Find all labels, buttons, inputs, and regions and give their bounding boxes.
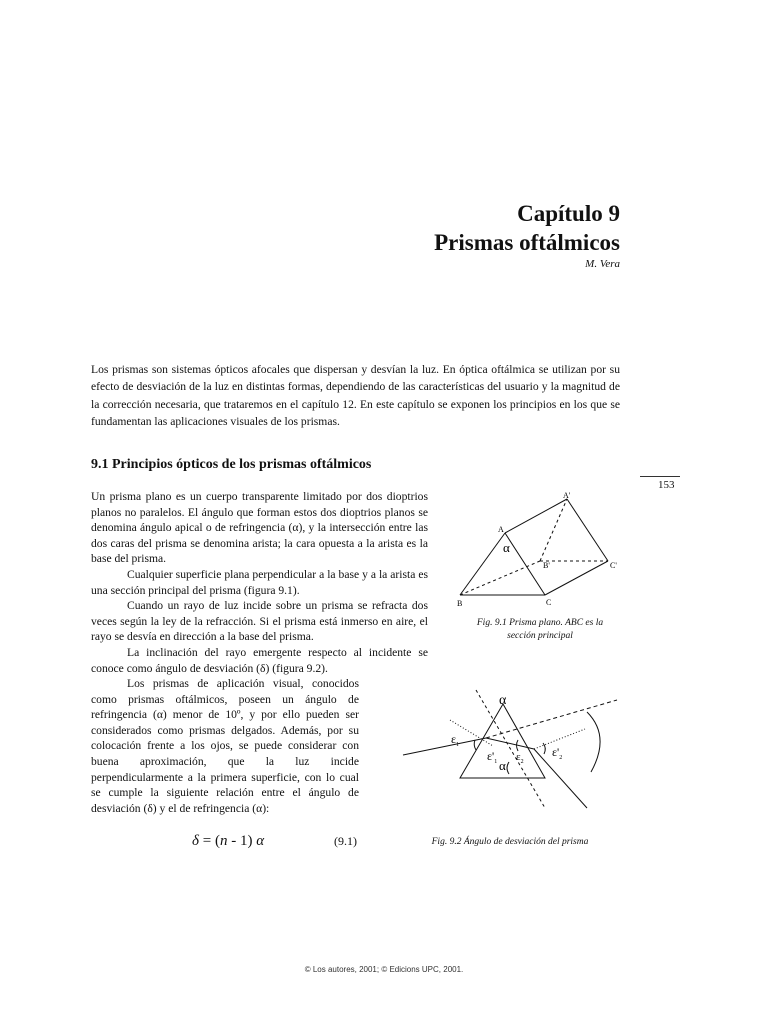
copyright-footer: © Los autores, 2001; © Edicions UPC, 2001. bbox=[304, 965, 464, 974]
deviation-angle-arc bbox=[587, 712, 600, 772]
label-eps2 bbox=[516, 751, 524, 765]
edge-AC bbox=[505, 533, 545, 595]
angle-arc-alpha-inner bbox=[507, 762, 509, 774]
paragraph-prism-definition: Un prisma plano es un cuerpo transparente limitado por dos dioptrios planos no paralelos. El ángulo que forman estos dos dioptrios planos se denomina ángulo apical o de refringencia (α), y la intersección entre las dos caras del prisma se denomina arista; la cara opuesta a la arista es la base del prisma. bbox=[91, 490, 428, 566]
eps2-subscript: 2 bbox=[520, 759, 524, 765]
figure-9-1-caption-line2: sección principal bbox=[507, 631, 573, 641]
formula-9-1 bbox=[192, 833, 264, 850]
section-heading: 9.1 Principios ópticos de los prismas oftálmicos bbox=[91, 457, 372, 472]
edge-A-prime-C-prime bbox=[567, 499, 608, 561]
eps2-prime-subscript: 2 bbox=[559, 755, 563, 761]
eps1-subscript: 1 bbox=[456, 742, 460, 748]
chapter-number: Capítulo 9 bbox=[517, 201, 620, 226]
intro-paragraph: Los prismas son sistemas ópticos afocales que dispersan y desvían la luz. En óptica oftálmica se utilizan por su efecto de desviación de la luz en distintas formas, dependiendo de las características del usuario y la magnitud de la corrección necesaria, que trataremos en el capítulo 12. En este capítulo se exponen los principios en los que se fundamentan las aplicaciones visuales de los prismas. bbox=[91, 363, 620, 429]
edge-CC-prime bbox=[545, 561, 608, 595]
angle-arc-eps1 bbox=[474, 740, 476, 750]
normal-dotted-face2 bbox=[534, 729, 585, 749]
figure-9-1-caption-line1: Fig. 9.1 Prisma plano. ABC es la bbox=[476, 618, 604, 628]
label-C: C bbox=[546, 598, 552, 607]
label-eps1-prime bbox=[487, 749, 497, 765]
formula-lparen: ( bbox=[214, 833, 220, 849]
label-alpha-apex: α bbox=[503, 540, 510, 555]
label-B-prime: B' bbox=[543, 561, 550, 570]
formula-delta: δ bbox=[192, 833, 199, 849]
figure-9-2-caption: Fig. 9.2 Ángulo de desviación del prisma bbox=[431, 837, 589, 847]
paragraph-refraction: Cuando un rayo de luz incide sobre un prisma se refracta dos veces según la ley de la refracción. Si el prisma está inmerso en aire, el rayo se desvía en dirección a la base del prisma. bbox=[91, 599, 428, 644]
page-number-rule bbox=[640, 476, 680, 477]
paragraph-principal-section: Cualquier superficie plana perpendicular a la base y a la arista es una sección principal del prisma (figura 9.1). bbox=[91, 567, 428, 597]
figure-9-2-deviation-diagram bbox=[395, 688, 635, 828]
eps1-prime-subscript: 1 bbox=[494, 759, 498, 765]
body-column-narrow bbox=[91, 676, 359, 816]
angle-arc-eps2-prime bbox=[543, 743, 545, 754]
eps1-prime-symbol: ε' bbox=[487, 749, 495, 763]
paragraph-ophthalmic-prisms: Los prismas de aplicación visual, conocidos como prismas oftálmicos, poseen un ángulo de refringencia (α) menor de 10º, y por ello pueden ser considerados como prismas delgados. Además, por su colocación frente a los ojos, se puede considerar con buena aproximación, que la luz incide perpendicularmente a la primera superficie, con lo cual se cumple la siguiente relación entre el ángulo de desviación (δ) y el de refringencia (α): bbox=[91, 677, 359, 815]
hidden-edge-B-prime-A-prime bbox=[540, 499, 567, 561]
label-eps2-prime bbox=[552, 745, 562, 761]
eps2-symbol: ε bbox=[516, 751, 521, 763]
formula-n: n bbox=[219, 833, 228, 849]
formula-equals: = bbox=[198, 833, 215, 849]
formula-minus-one: - 1 bbox=[227, 833, 248, 849]
figure-9-1-caption bbox=[440, 617, 640, 643]
formula-rparen: ) bbox=[247, 833, 253, 849]
label-B: B bbox=[457, 599, 463, 608]
chapter-title: Prismas oftálmicos bbox=[434, 230, 620, 255]
eps2-prime-symbol: ε' bbox=[552, 745, 560, 759]
label-A-prime: A' bbox=[563, 491, 571, 500]
formula-alpha: α bbox=[252, 833, 265, 849]
body-column bbox=[91, 489, 428, 676]
label-alpha-top: α bbox=[499, 693, 507, 708]
label-A: A bbox=[498, 525, 504, 534]
edge-AA-prime bbox=[505, 499, 567, 533]
page-number: 153 bbox=[658, 479, 675, 491]
label-alpha-inner: α bbox=[499, 758, 506, 773]
equation-number: (9.1) bbox=[334, 834, 357, 848]
paragraph-deviation: La inclinación del rayo emergente respecto al incidente se conoce como ángulo de desviación (δ) (figura 9.2). bbox=[91, 645, 428, 675]
eps1-symbol: ε bbox=[451, 732, 457, 746]
label-C-prime: C' bbox=[610, 561, 617, 570]
chapter-author: M. Vera bbox=[585, 258, 620, 270]
incident-ray bbox=[403, 738, 486, 755]
label-eps1 bbox=[451, 732, 459, 748]
figure-9-1-prism-diagram bbox=[455, 488, 635, 610]
